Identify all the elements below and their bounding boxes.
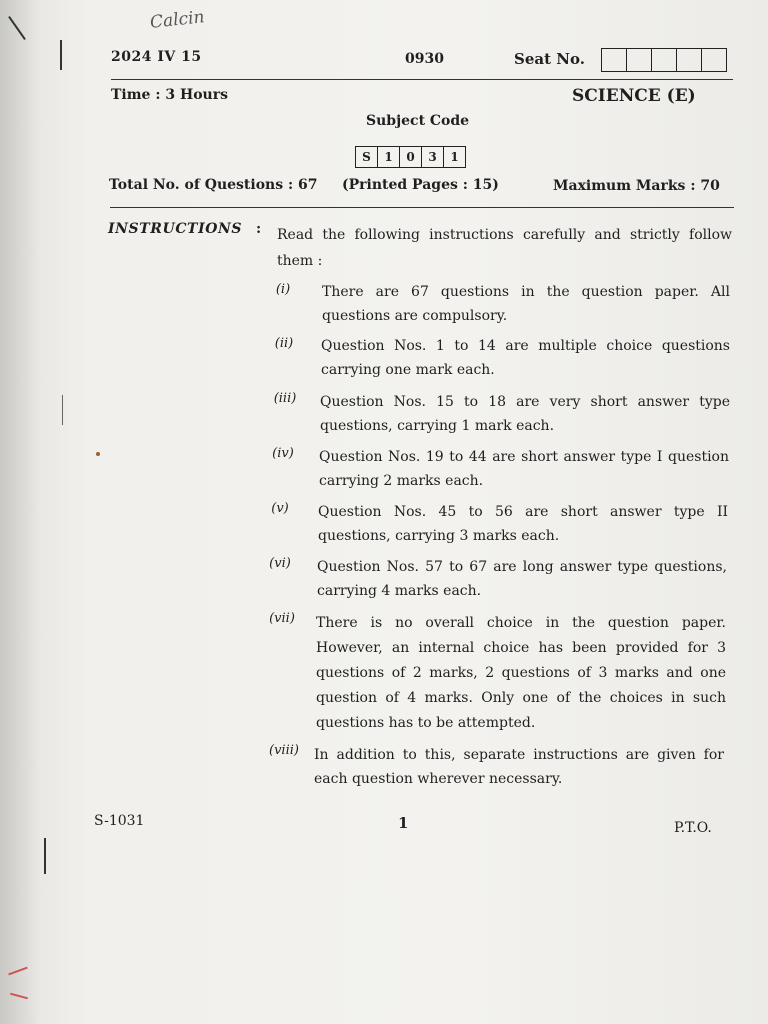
header-rule-top [111, 79, 733, 80]
instruction-number: (vi) [269, 556, 291, 571]
instruction-text: There are 67 questions in the question paper. All questions are compulsory. [322, 284, 730, 324]
instruction-number: (iv) [272, 446, 294, 461]
page-number: 1 [398, 814, 409, 832]
page-edge-shadow [0, 0, 40, 1024]
subject-code-boxes [355, 146, 466, 168]
instruction-text: Question Nos. 45 to 56 are short answer type II questions, carrying 3 marks each. [318, 504, 728, 544]
subject-title: SCIENCE (E) [572, 86, 696, 106]
instructions-label: INSTRUCTIONS [108, 221, 243, 237]
pen-mark [62, 395, 63, 425]
paper-code: 0930 [405, 51, 444, 67]
seat-box [702, 49, 726, 71]
instructions-colon: : [256, 221, 262, 237]
seat-number-label: Seat No. [514, 50, 585, 68]
instruction-number: (vii) [269, 611, 295, 626]
header-rule-bottom [110, 207, 734, 208]
pen-mark [44, 838, 46, 874]
instruction-text: Question Nos. 57 to 67 are long answer type questions, carrying 4 marks each. [317, 559, 727, 599]
printed-pages: (Printed Pages : 15) [342, 177, 499, 193]
instruction-number: (v) [271, 501, 289, 516]
pen-mark [60, 40, 62, 70]
seat-box [627, 49, 652, 71]
subject-code-digit: 3 [422, 147, 444, 167]
instruction-text: In addition to this, separate instructions are given for each question wherever necessary. [314, 747, 724, 787]
ink-dot [96, 452, 100, 456]
footer-paper-code: S-1031 [94, 813, 145, 829]
seat-box [652, 49, 677, 71]
instruction-text: Question Nos. 15 to 18 are very short answer type questions, carrying 1 mark each. [320, 394, 730, 434]
instruction-number: (iii) [273, 391, 297, 406]
handwritten-note: Calcin [149, 7, 206, 33]
instruction-text: Question Nos. 1 to 14 are multiple choice questions carrying one mark each. [321, 338, 730, 378]
instruction-text: There is no overall choice in the question paper. However, an internal choice has been provided for 3 questions of 2 marks, 2 questions of 3 marks and one question of 4 marks. Only one of the choices in such questions has to be attempted. [316, 615, 726, 731]
subject-code-digit: 1 [450, 150, 459, 164]
maximum-marks: Maximum Marks : 70 [553, 178, 720, 194]
instruction-number: (ii) [274, 336, 294, 351]
subject-code-digit: 0 [400, 147, 422, 167]
exam-time: Time : 3 Hours [111, 87, 228, 103]
instruction-number: (viii) [269, 743, 299, 758]
seat-number-boxes [601, 48, 727, 72]
subject-code-label: Subject Code [366, 113, 470, 129]
instruction-number: (i) [275, 282, 291, 297]
subject-code-digit: S [356, 147, 378, 167]
total-questions: Total No. of Questions : 67 [109, 177, 318, 193]
exam-id: 2024 IV 15 [111, 49, 202, 65]
subject-code-digit: 1 [378, 147, 400, 167]
instruction-text: Question Nos. 19 to 44 are short answer type I question carrying 2 marks each. [319, 449, 729, 489]
instructions-intro: Read the following instructions carefully and strictly follow them : [277, 227, 732, 269]
please-turn-over: P.T.O. [674, 820, 712, 836]
seat-box [677, 49, 702, 71]
seat-box [602, 49, 627, 71]
